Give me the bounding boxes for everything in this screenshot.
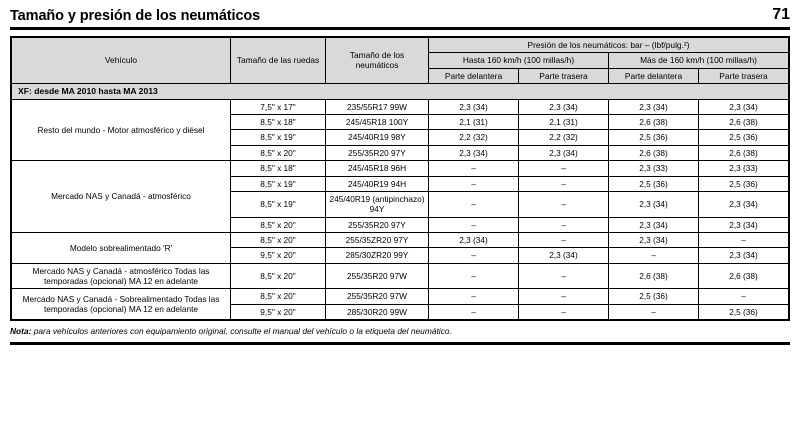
tyre-pressure-table-wrapper [10,36,790,322]
cell-wheel-size: 8,5" x 18" [231,161,326,176]
column-header-pressure-group: Presión de los neumáticos: bar – (lbf/pulg.²) [429,37,789,53]
page-title: Tamaño y presión de los neumáticos [10,8,261,24]
footnote-label: Nota: [10,326,32,337]
cell-front-over: – [609,248,699,263]
cell-wheel-size: 8,5" x 18" [231,115,326,130]
column-header-front-over: Parte delantera [609,68,699,84]
cell-tyre-size: 235/55R17 99W [326,99,429,114]
table-row [12,161,789,176]
cell-tyre-size: 255/35ZR20 97Y [326,232,429,247]
table-row [12,289,789,304]
column-header-rear-over: Parte trasera [699,68,789,84]
cell-vehicle: Mercado NAS y Canadá - atmosférico [12,161,231,233]
cell-rear-over: 2,5 (36) [699,130,789,145]
cell-rear-over: 2,3 (33) [699,161,789,176]
header-divider [10,27,790,30]
page-number: 71 [772,6,790,23]
cell-tyre-size: 245/40R19 94H [326,176,429,191]
cell-vehicle: Mercado NAS y Canadá - atmosférico Todas las temporadas (opcional) MA 12 en adelante [12,263,231,289]
cell-rear-over: 2,6 (38) [699,115,789,130]
cell-tyre-size: 285/30R20 99W [326,304,429,319]
cell-front-upto: – [429,217,519,232]
section-title: XF: desde MA 2010 hasta MA 2013 [12,84,789,100]
cell-front-upto: – [429,304,519,319]
cell-front-over: – [609,304,699,319]
cell-rear-upto: – [519,176,609,191]
cell-rear-upto: – [519,217,609,232]
cell-front-upto: – [429,161,519,176]
cell-tyre-size: 255/35R20 97Y [326,145,429,160]
cell-tyre-size: 285/30ZR20 99Y [326,248,429,263]
cell-front-upto: – [429,191,519,217]
cell-wheel-size: 9,5" x 20" [231,248,326,263]
column-header-speed-upto: Hasta 160 km/h (100 millas/h) [429,53,609,69]
tyre-pressure-table [11,37,789,321]
cell-front-over: 2,6 (38) [609,145,699,160]
cell-wheel-size: 8,5" x 20" [231,232,326,247]
cell-rear-over: – [699,289,789,304]
cell-rear-over: 2,5 (36) [699,176,789,191]
cell-rear-upto: – [519,232,609,247]
cell-wheel-size: 8,5" x 20" [231,263,326,289]
cell-front-over: 2,5 (36) [609,130,699,145]
column-header-front-upto: Parte delantera [429,68,519,84]
cell-rear-over: 2,3 (34) [699,191,789,217]
cell-front-over: 2,3 (34) [609,232,699,247]
cell-tyre-size: 255/35R20 97W [326,289,429,304]
table-row [12,99,789,114]
table-row [12,263,789,289]
cell-rear-upto: 2,3 (34) [519,99,609,114]
cell-rear-upto: 2,2 (32) [519,130,609,145]
cell-front-upto: 2,3 (34) [429,232,519,247]
table-head [12,37,789,84]
cell-vehicle: Modelo sobrealimentado 'R' [12,232,231,263]
cell-front-upto: – [429,289,519,304]
cell-front-over: 2,3 (34) [609,217,699,232]
column-header-tyre-size: Tamaño de los neumáticos [326,37,429,84]
table-header-row-1 [12,37,789,53]
cell-front-upto: – [429,248,519,263]
cell-front-upto: – [429,263,519,289]
cell-tyre-size: 245/40R19 (antipinchazo) 94Y [326,191,429,217]
footnote-text: para vehículos anteriores con equipamiento original, consulte el manual del vehículo o la etiqueta del neumático. [31,326,452,337]
footer-divider [10,342,790,345]
column-header-vehicle: Vehículo [12,37,231,84]
cell-rear-upto: – [519,304,609,319]
cell-rear-upto: – [519,161,609,176]
cell-rear-over: 2,3 (34) [699,99,789,114]
cell-rear-over: 2,6 (38) [699,145,789,160]
cell-front-upto: 2,3 (34) [429,99,519,114]
cell-front-over: 2,3 (34) [609,191,699,217]
table-section-row [12,84,789,100]
cell-wheel-size: 9,5" x 20" [231,304,326,319]
cell-rear-upto: – [519,263,609,289]
cell-front-upto: 2,1 (31) [429,115,519,130]
cell-rear-upto: 2,1 (31) [519,115,609,130]
cell-wheel-size: 8,5" x 20" [231,217,326,232]
column-header-wheel-size: Tamaño de las ruedas [231,37,326,84]
cell-vehicle: Resto del mundo - Motor atmosférico y diésel [12,99,231,160]
cell-rear-over: 2,3 (34) [699,217,789,232]
column-header-rear-upto: Parte trasera [519,68,609,84]
table-body [12,84,789,320]
cell-wheel-size: 8,5" x 19" [231,130,326,145]
column-header-speed-over: Más de 160 km/h (100 millas/h) [609,53,789,69]
cell-wheel-size: 8,5" x 19" [231,176,326,191]
cell-rear-upto: – [519,289,609,304]
cell-front-over: 2,6 (38) [609,263,699,289]
cell-tyre-size: 245/45R18 96H [326,161,429,176]
cell-rear-over: – [699,232,789,247]
cell-tyre-size: 245/45R18 100Y [326,115,429,130]
cell-tyre-size: 255/35R20 97W [326,263,429,289]
table-row [12,232,789,247]
cell-front-over: 2,6 (38) [609,115,699,130]
cell-wheel-size: 8,5" x 19" [231,191,326,217]
cell-front-upto: – [429,176,519,191]
cell-front-over: 2,5 (36) [609,289,699,304]
page-header [0,0,800,27]
cell-front-upto: 2,3 (34) [429,145,519,160]
cell-front-over: 2,5 (36) [609,176,699,191]
cell-rear-over: 2,3 (34) [699,248,789,263]
cell-front-upto: 2,2 (32) [429,130,519,145]
cell-wheel-size: 7,5" x 17" [231,99,326,114]
cell-rear-upto: 2,3 (34) [519,145,609,160]
cell-rear-upto: – [519,191,609,217]
cell-front-over: 2,3 (33) [609,161,699,176]
cell-wheel-size: 8,5" x 20" [231,145,326,160]
cell-rear-upto: 2,3 (34) [519,248,609,263]
cell-vehicle: Mercado NAS y Canadá - Sobrealimentado Todas las temporadas (opcional) MA 12 en adelante [12,289,231,320]
cell-wheel-size: 8,5" x 20" [231,289,326,304]
cell-tyre-size: 255/35R20 97Y [326,217,429,232]
cell-rear-over: 2,5 (36) [699,304,789,319]
cell-front-over: 2,3 (34) [609,99,699,114]
cell-rear-over: 2,6 (38) [699,263,789,289]
footnote [10,326,790,337]
cell-tyre-size: 245/40R19 98Y [326,130,429,145]
